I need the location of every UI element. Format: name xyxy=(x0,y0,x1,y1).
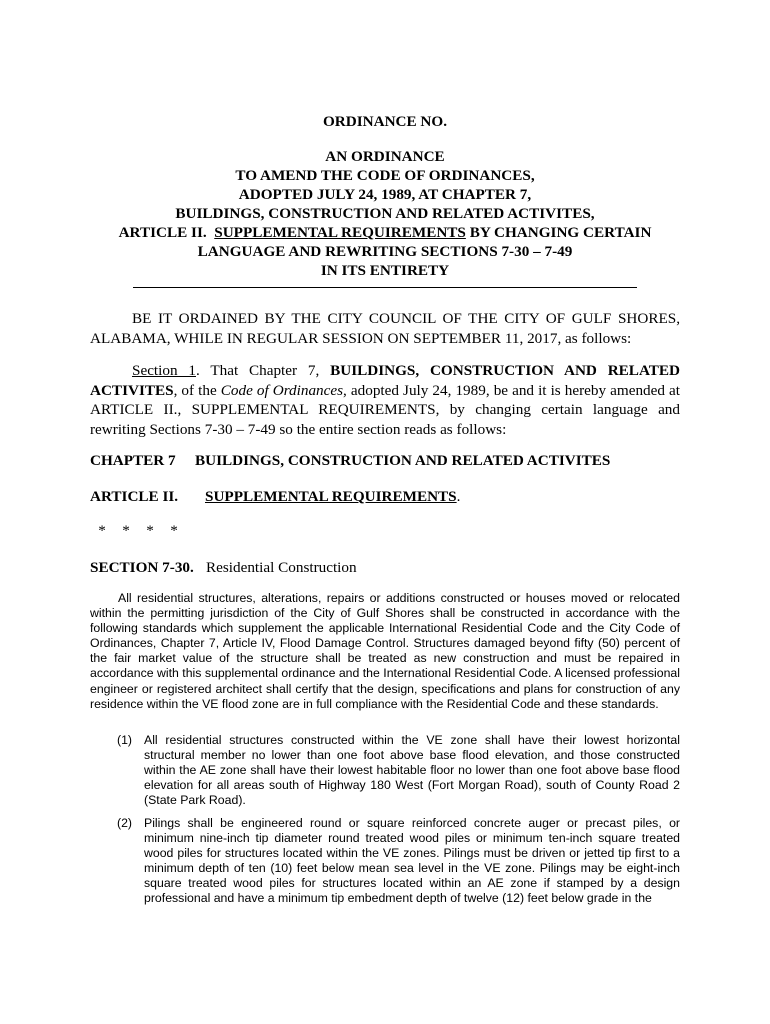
omission-stars xyxy=(90,521,186,540)
section-1-code-name: Code of Ordinances xyxy=(220,381,344,399)
title-line: IN ITS ENTIRETY xyxy=(320,262,450,279)
title-line: AN ORDINANCE xyxy=(325,148,445,165)
section-730-heading xyxy=(90,558,357,577)
ordinance-title xyxy=(0,147,770,280)
title-line: BUILDINGS, CONSTRUCTION AND RELATED ACTIVITES, xyxy=(175,205,595,222)
section-1-text: , of the xyxy=(173,381,221,399)
title-line: TO AMEND THE CODE OF ORDINANCES, xyxy=(235,167,535,184)
list-marker: (1) xyxy=(117,733,133,747)
star: * xyxy=(122,522,130,539)
ordained-paragraph: BE IT ORDAINED BY THE CITY COUNCIL OF THE CITY OF GULF SHORES, ALABAMA, WHILE IN REGULAR SESSION ON SEPTEMBER 11, 2017, as follows: xyxy=(90,310,680,347)
section-730-body: All residential structures, alterations, repairs or additions constructed or houses moved or relocated within the permitting jurisdiction of the City of Gulf Shores shall be constructed in accordance with the following standards which supplement the applicable International Residential Code and the City Code of Ordinances, Chapter 7, Article IV, Flood Damage Control. Structures damaged beyond fifty (50) percent of the fair market value of the structure shall be treated as new construction and must be repaired in accordance with this supplemental ordinance and the International Residential Code. A licensed professional engineer or registered architect shall certify that the design, specifications and plans for construction of any residence within the VE flood zone are in full compliance with the Residential Code and these standards. xyxy=(90,591,680,711)
section-title: Residential Construction xyxy=(206,559,357,576)
article-number: ARTICLE II. xyxy=(90,488,179,505)
chapter-heading xyxy=(90,451,610,470)
article-period: . xyxy=(456,488,461,505)
list-item xyxy=(90,733,680,808)
section-1-text: . That Chapter 7, xyxy=(195,362,331,379)
star: * xyxy=(98,522,106,539)
title-line: ADOPTED JULY 24, 1989, AT CHAPTER 7, xyxy=(238,186,532,203)
title-article-underlined: SUPPLEMENTAL REQUIREMENTS xyxy=(214,224,466,241)
article-heading xyxy=(90,487,460,506)
section-1-label: Section 1 xyxy=(132,362,196,379)
star: * xyxy=(170,522,178,539)
chapter-title: BUILDINGS, CONSTRUCTION AND RELATED ACTIVITES xyxy=(195,452,611,469)
list-marker: (2) xyxy=(117,816,133,830)
section-1-paragraph xyxy=(90,361,680,439)
list-item-text: All residential structures constructed within the VE zone shall have their lowest horizontal structural member no lower than one foot above base flood elevation, and those constructed within the AE zone shall have their lowest habitable floor no lower than one foot above base flood elevation for all areas south of Highway 180 West (Fort Morgan Road), south of County Road 2 (State Park Road). xyxy=(144,733,680,808)
title-divider xyxy=(133,287,637,288)
title-line: LANGUAGE AND REWRITING SECTIONS 7-30 – 7-49 xyxy=(197,243,573,260)
star: * xyxy=(146,522,154,539)
title-article-suffix: BY CHANGING CERTAIN xyxy=(469,224,652,241)
article-title: SUPPLEMENTAL REQUIREMENTS xyxy=(205,488,457,505)
chapter-number: CHAPTER 7 xyxy=(90,452,176,469)
ordinance-number: ORDINANCE NO. xyxy=(322,113,448,130)
section-1-chapter-name: BUILDINGS, CONSTRUCTION AND RELATED ACTIVITES xyxy=(90,362,681,399)
title-article-prefix: ARTICLE II. xyxy=(118,224,207,241)
list-item xyxy=(90,816,680,907)
list-item-text: Pilings shall be engineered round or square reinforced concrete auger or precast piles, or minimum nine-inch tip diameter round treated wood piles or minimum ten-inch square treated wood piles for structures located within the VE zones. Pilings must be driven or jetted tip first to a minimum depth of ten (10) feet below mean sea level in the VE zone. Pilings may be eight-inch square treated wood piles for structures located within an AE zone if stamped by a design professional and have a minimum tip embedment depth of twelve (12) feet below grade in the xyxy=(144,816,680,906)
title-article-line xyxy=(0,223,770,242)
section-1-text: , adopted July 24, 1989, be and it is hereby amended at ARTICLE II., SUPPLEMENTAL REQUIREMENTS, by changing certain language and rewriting Sections 7-30 – 7-49 so the entire section reads as follows: xyxy=(90,381,680,438)
section-number: SECTION 7-30. xyxy=(90,559,194,576)
